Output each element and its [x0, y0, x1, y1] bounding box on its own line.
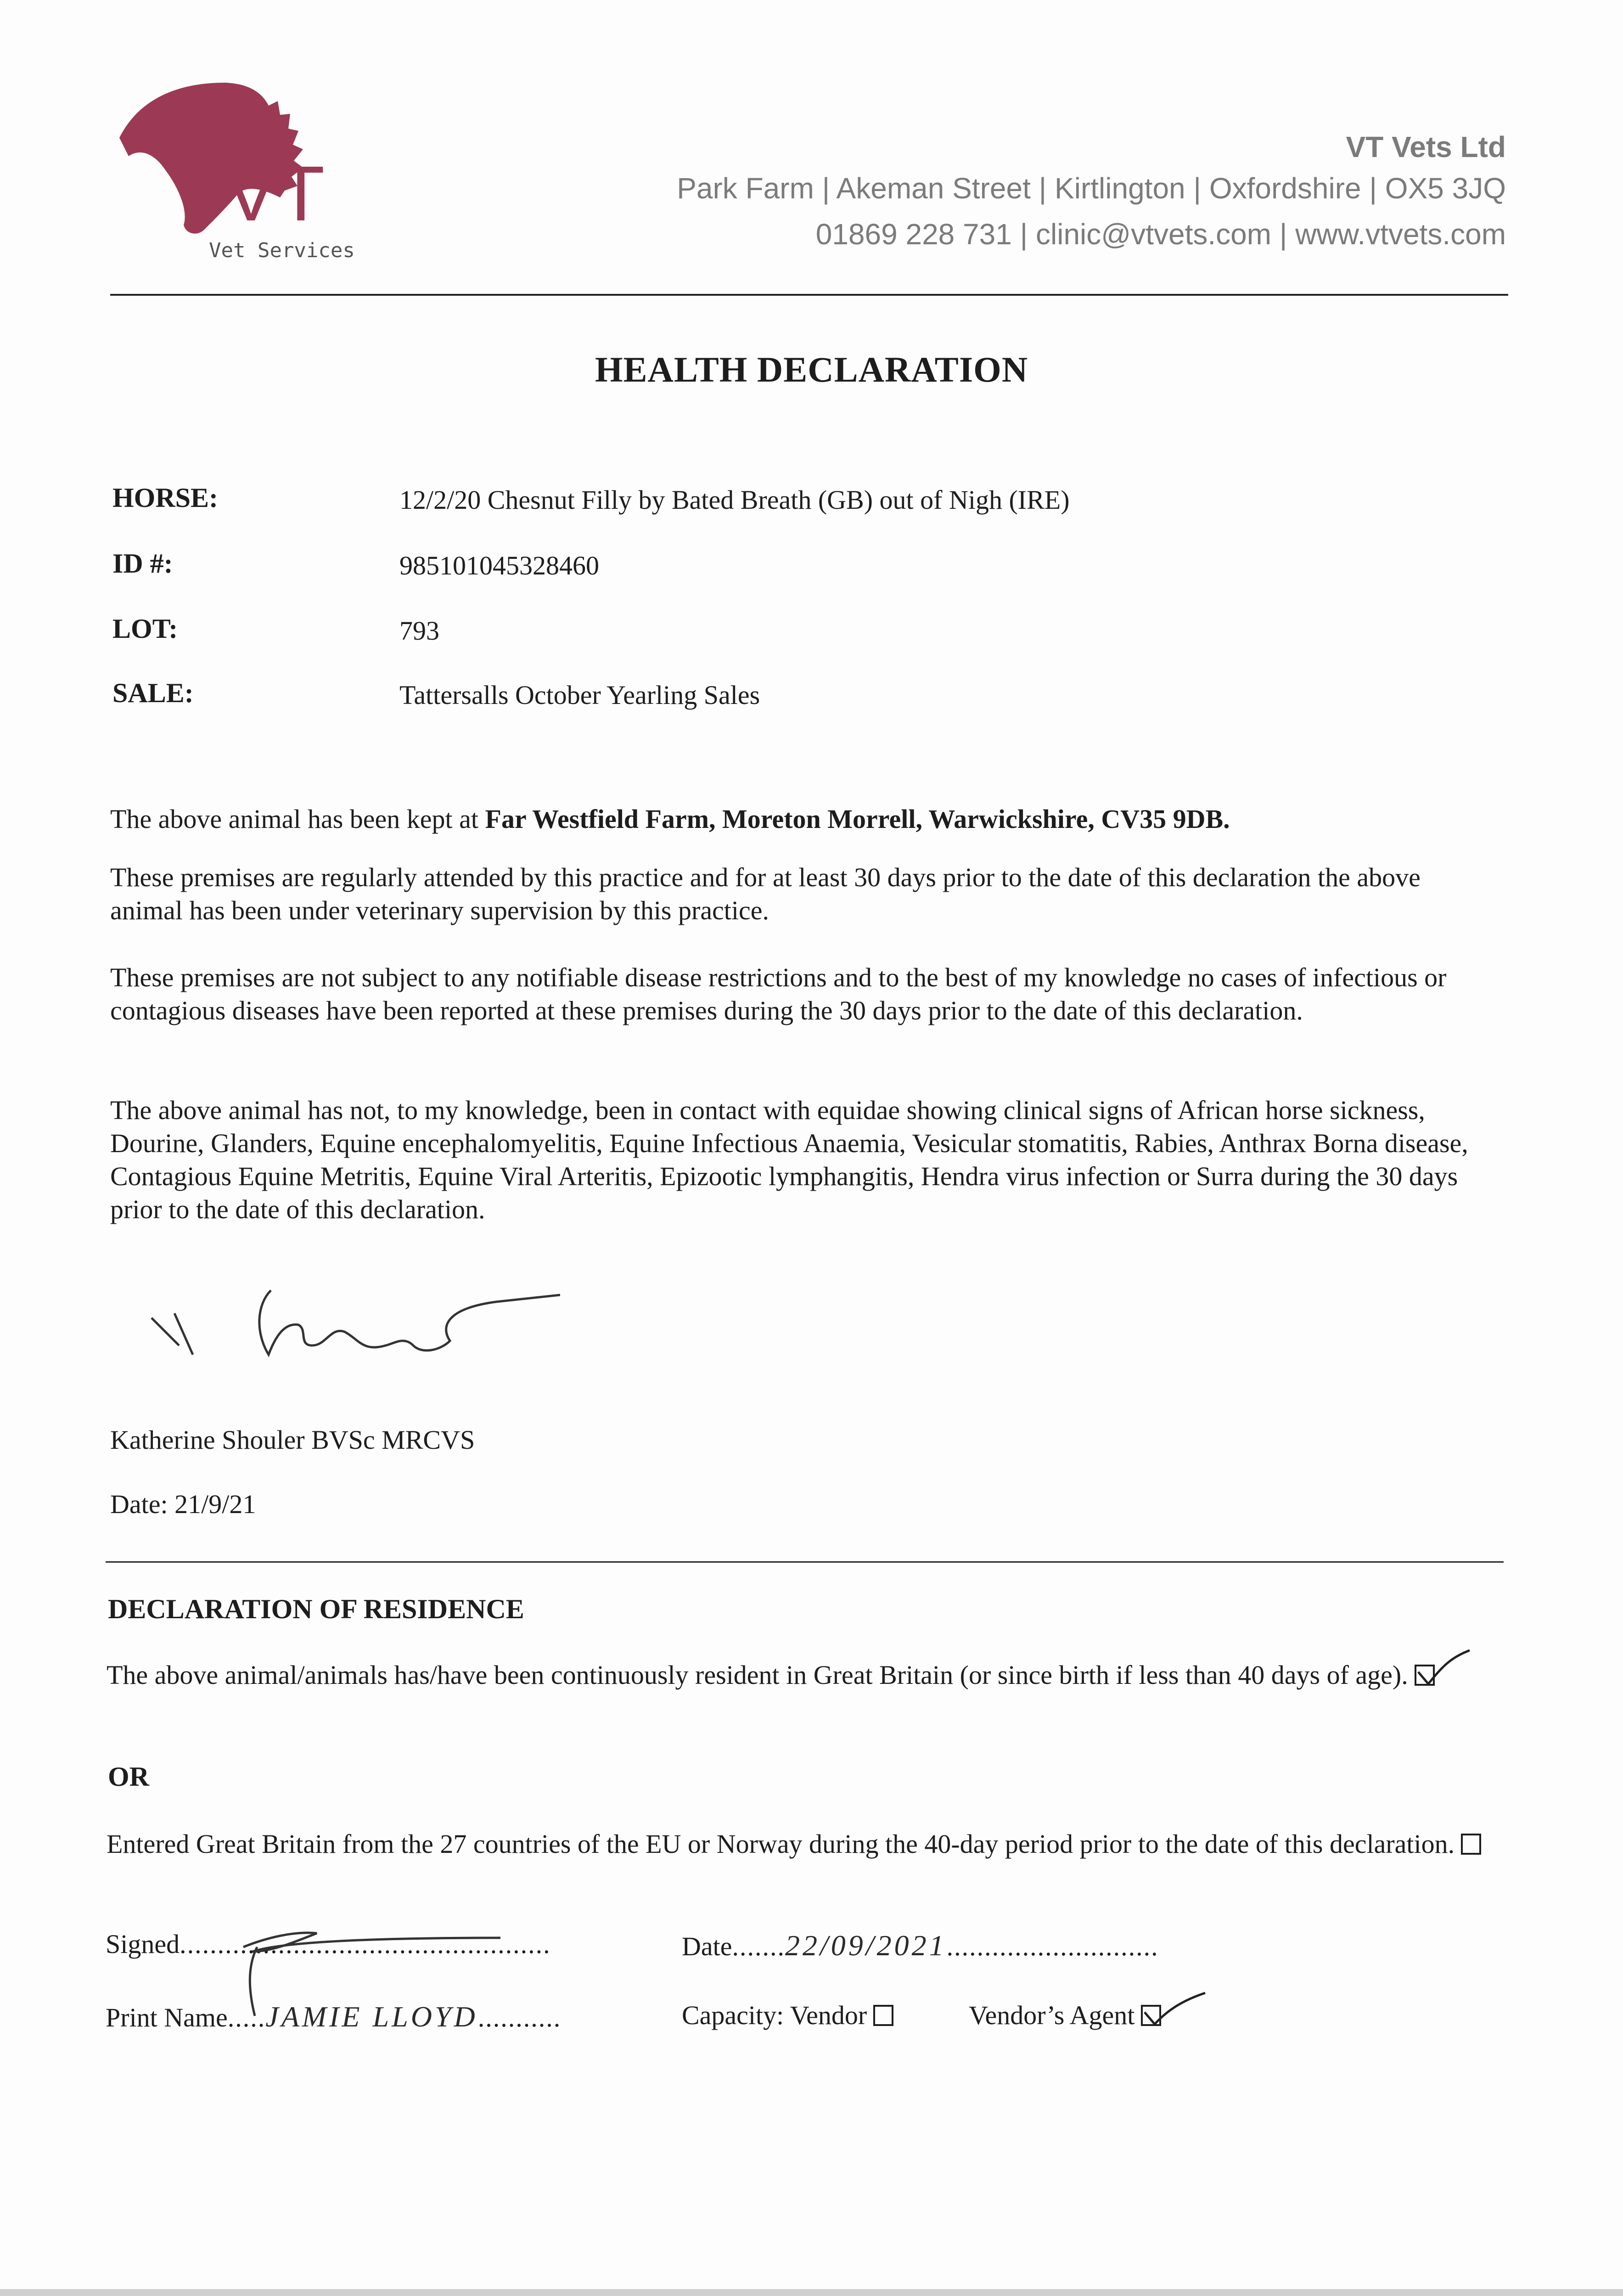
premises-location: Far Westfield Farm, Moreton Morrell, Warwickshire, CV35 9DB. [485, 804, 1230, 834]
premises-paragraph [110, 803, 1488, 836]
id-label: ID #: [112, 548, 173, 579]
company-address: Park Farm | Akeman Street | Kirtlington | Oxfordshire | OX5 3JQ [677, 172, 1506, 205]
horse-value: 12/2/20 Chesnut Filly by Bated Breath (GB) out of Nigh (IRE) [399, 485, 1070, 515]
vet-declaration-date: Date: 21/9/21 [110, 1489, 256, 1519]
residence-option-2-text: Entered Great Britain from the 27 countries of the EU or Norway during the 40-day period prior to the date of this declaration. [107, 1829, 1455, 1859]
signed-label: Signed [106, 1929, 180, 1959]
vendors-agent-checkbox[interactable] [1141, 2005, 1161, 2026]
id-value: 985101045328460 [399, 551, 599, 580]
tick-mark-icon [1141, 1988, 1205, 2025]
vet-name: Katherine Shouler BVSc MRCVS [110, 1425, 475, 1455]
capacity-vendor-label: Capacity: Vendor [682, 2000, 867, 2030]
residence-option-1 [107, 1659, 1484, 1692]
scan-bottom-edge [0, 2289, 1623, 2296]
vendor-date-line: Date.......22/09/2021............................ [682, 1929, 1159, 1962]
print-name-line: Print Name.....JAMIE LLOYD........... [106, 2000, 562, 2033]
company-header [677, 129, 1506, 257]
vt-vet-services-logo [110, 73, 367, 266]
lot-value: 793 [399, 616, 439, 646]
logo-tagline: Vet Services [209, 239, 355, 262]
vendor-checkbox[interactable] [873, 2005, 893, 2026]
print-name-label: Print Name [106, 2003, 228, 2032]
vendor-date-label: Date [682, 1931, 732, 1961]
sale-label: SALE: [112, 678, 194, 708]
premises-prefix: The above animal has been kept at [110, 804, 485, 834]
vet-signature [147, 1277, 560, 1382]
residence-option-1-text: The above animal/animals has/have been continuously resident in Great Britain (or since birth if less than 40 days of age). [107, 1660, 1408, 1690]
signed-line: Signed................................................. [106, 1929, 551, 1959]
residence-option-2 [107, 1828, 1484, 1861]
sale-value: Tattersalls October Yearling Sales [399, 680, 760, 710]
header-divider [110, 294, 1508, 296]
print-name-value: JAMIE LLOYD [265, 2000, 478, 2033]
company-name: VT Vets Ltd [1346, 130, 1506, 163]
residence-heading: DECLARATION OF RESIDENCE [108, 1594, 524, 1624]
logo-letters: VT [225, 150, 325, 237]
resident-checkbox[interactable] [1415, 1665, 1435, 1686]
capacity-agent-label: Vendor’s Agent [969, 2000, 1135, 2030]
or-separator: OR [108, 1761, 149, 1792]
supervision-paragraph: These premises are regularly attended by this practice and for at least 30 days prior to the date of this declaration the above animal has been under veterinary supervision by this practice. [110, 862, 1421, 925]
section-divider [106, 1561, 1504, 1563]
capacity-agent-option [969, 2000, 1161, 2031]
capacity-vendor-option [682, 2000, 893, 2031]
horse-label: HORSE: [112, 483, 219, 513]
restrictions-paragraph: These premises are not subject to any notifiable disease restrictions and to the best of my knowledge no cases of infectious or contagious diseases have been reported at these premises during the 30 days prior to the date of this declaration. [110, 962, 1447, 1025]
document-title: HEALTH DECLARATION [595, 349, 1028, 389]
lot-label: LOT: [112, 613, 178, 644]
tick-mark-icon [1415, 1648, 1470, 1685]
eu-entry-checkbox[interactable] [1461, 1834, 1481, 1855]
company-contact: 01869 228 731 | clinic@vtvets.com | www.vtvets.com [815, 218, 1506, 251]
vendor-date-value: 22/09/2021 [785, 1929, 947, 1962]
disease-contact-paragraph: The above animal has not, to my knowledge, been in contact with equidae showing clinical signs of African horse sickness, Dourine, Glanders, Equine encephalomyelitis, Equine Infectious Anaemia, Vesicular stomatitis, Rabies, Anthrax Borna disease, Contagious Equine Metritis, Equine Viral Arteritis, Epizootic lymphangitis, Hendra virus infection or Surra during the 30 days prior to the date of this declaration. [110, 1095, 1468, 1224]
